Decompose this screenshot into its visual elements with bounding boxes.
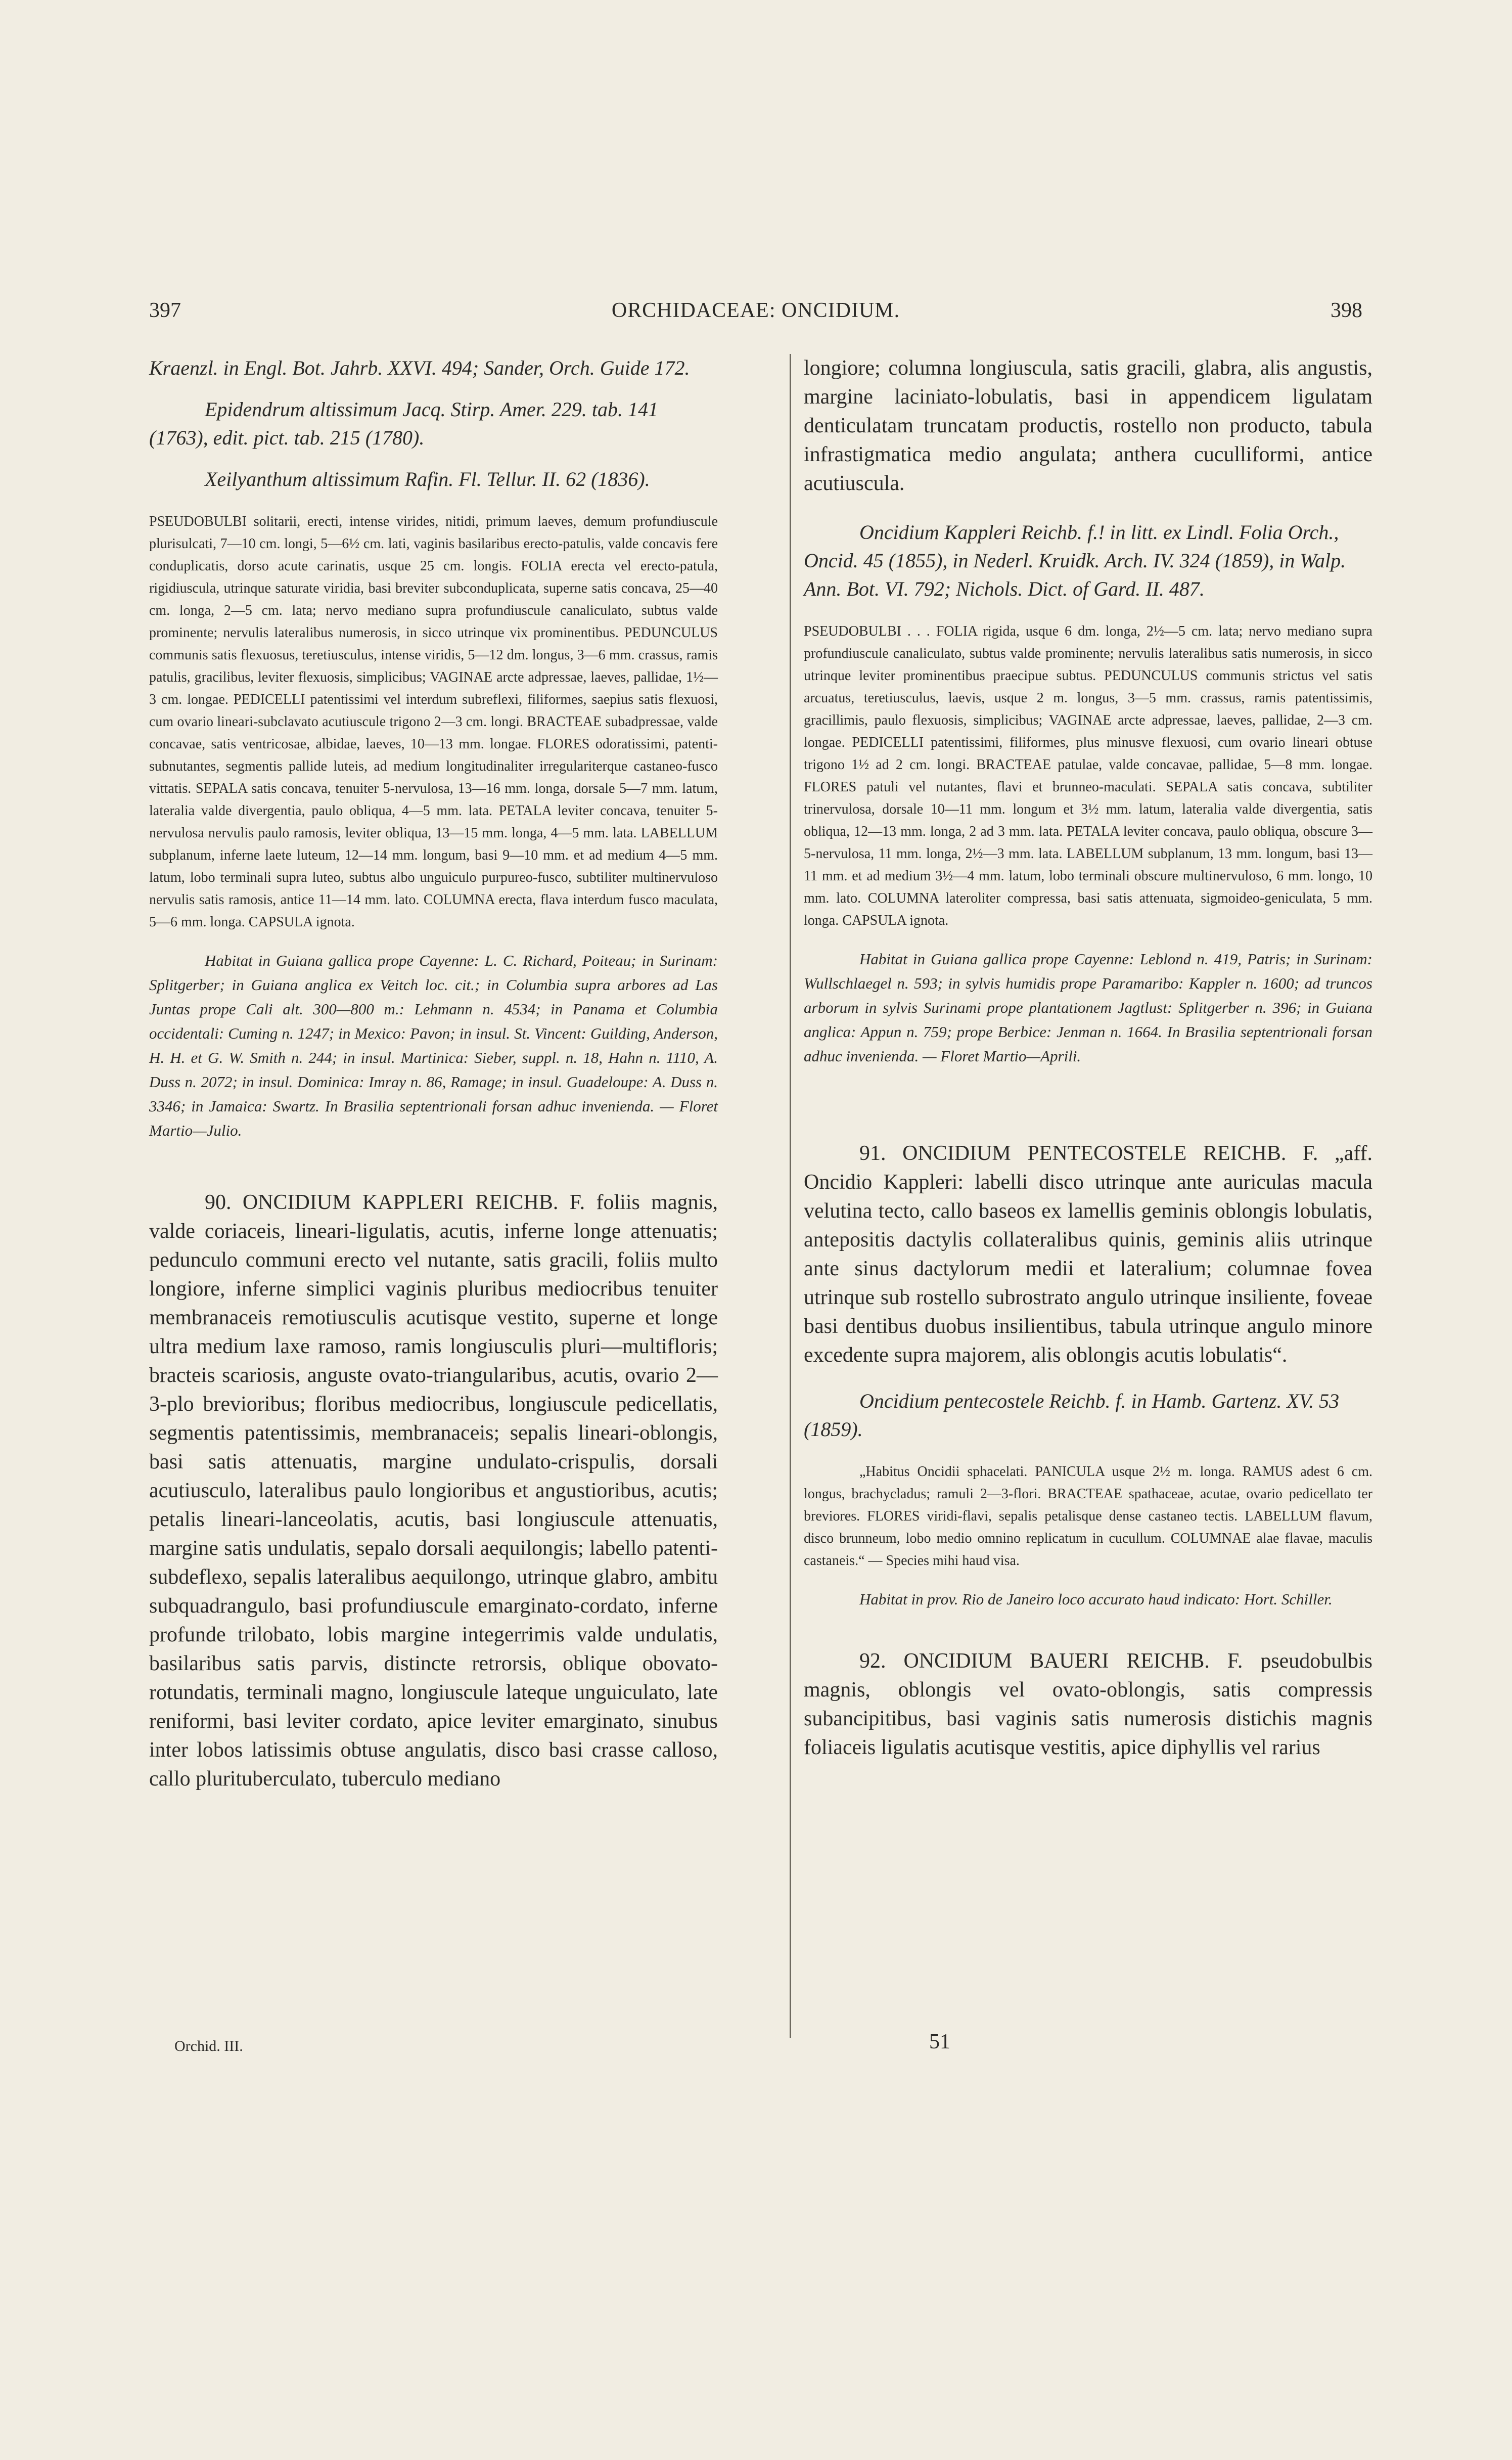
description-pentecostele: „Habitus Oncidii sphacelati. PANICULA usque 2½ m. longa. RAMUS adest 6 cm. longus, brachycladus; ramuli 2—3-flori. BRACTEAE spathaceae, acutae, ovario pedicellato ter breviores. FLORES viridi-flavi, sepalis petalisque dense castaneo tectis. LABELLUM flavum, disco brunneum, lobo medio omnino replicatum in cucullum. COLUMNAE alae flavae, maculis castaneis.“ — Species mihi haud visa. <box>804 1464 1372 1569</box>
column-divider <box>790 354 791 2038</box>
habitat-altissimum: Habitat in Guiana gallica prope Cayenne: L. C. Richard, Poiteau; in Surinam: Splitgerber; in Guiana anglica ex Veitch loc. cit.; in Columbia supra arbores ad Las Juntas prope Cali alt. 300—800 m.: Lehmann n. 4534; in Panama et Columbia occidentali: Cuming n. 1247; in Mexico: Pavon; in insul. St. Vincent: Guilding, Anderson, H. H. et G. W. Smith n. 244; in insul. Martinica: Sieber, suppl. n. 18, Hahn n. 1110, A. Duss n. 2072; in insul. Dominica: Imray n. 86, Ramage; in insul. Guadeloupe: A. Duss n. 3346; in Jamaica: Swartz. In Brasilia septentrionali forsan adhuc invenienda. — Floret Martio—Julio. <box>149 952 718 1139</box>
description-kappleri: PSEUDOBULBI . . . FOLIA rigida, usque 6 dm. longa, 2½—5 cm. lata; nervo mediano supra profundiuscule canaliculato, subtus valde prominente; nervulis lateralibus satis numerosis, in sicco utrinque leviter prominentibus praecipue subtus. PEDUNCULUS communis strictus vel satis arcuatus, teretiusculus, laevis, usque 2 m. longus, 3—5 mm. crassus, ramis patentissimis, gracillimis, paulo flexuosis, simplicibus; VAGINAE arcte adpressae, laeves, pallidae, 2—3 cm. longae. PEDICELLI patentissimi, filiformes, plus minusve flexuosi, cum ovario lineari obtuse trigono 1½ ad 2 cm. longi. BRACTEAE patulae, valde concavae, pallidae, 5—8 mm. longae. FLORES patuli vel nutantes, flavi et brunneo-maculati. SEPALA satis concava, subtiliter trinervulosa, dorsale 10—11 mm. longum et 3½ mm. latum, lateralia valde divergentia, satis obliqua, 12—13 mm. longa, 2 ad 3 mm. lata. PETALA leviter concava, paulo obliqua, obscure 3—5-nervulosa, 11 mm. longa, 2½—3 mm. lata. LABELLUM subplanum, 13 mm. longum, basi 13—11 mm. et ad medium 3½—4 mm. latum, lobo terminali obscure multinervuloso, 6 mm. longo, 10 mm. lato. COLUMNA lateroliter compressa, basi satis attenuata, sigmoideo-geniculata, 5 mm. longa. CAPSULA ignota. <box>804 623 1372 928</box>
citation-epidendrum: Epidendrum altissimum Jacq. Stirp. Amer. 229. tab. 141 (1763), edit. pict. tab. 215 (1780). <box>149 398 659 449</box>
habitat-pentecostele: Habitat in prov. Rio de Janeiro loco accurato haud indicato: Hort. Schiller. <box>859 1590 1333 1608</box>
page-number-right: 398 <box>1331 299 1362 322</box>
description-altissimum: PSEUDOBULBI solitarii, erecti, intense virides, nitidi, primum laeves, demum profundiuscule plurisulcati, 7—10 cm. longi, 5—6½ cm. lati, vaginis basilaribus erecto-patulis, valde concavis fere conduplicatis, dorso acute carinatis, usque 25 cm. longis. FOLIA erecta vel erecto-patula, rigidiuscula, utrinque saturate viridia, basi breviter subconduplicata, superne satis concava, 25—40 cm. longa, 2—5 cm. lata; nervo mediano supra profundiuscule canaliculato, subtus valde prominente; nervulis lateralibus numerosis, in sicco utrinque vix prominentibus. PEDUNCULUS communis satis flexuosus, teretiusculus, intense viridis, 5—12 dm. longus, 3—6 mm. crassus, ramis patulis, gracilibus, leviter flexuosis, simplicibus; VAGINAE arcte adpressae, laeves, pallidae, 1½—3 cm. longae. PEDICELLI patentissimi vel interdum subreflexi, filiformes, saepius satis flexuosi, cum ovario lineari-subclavato acutiuscule trigono 2—3 cm. longi. BRACTEAE subadpressae, valde concavae, satis ventricosae, albidae, laeves, 10—13 mm. longae. FLORES odoratissimi, patenti-subnutantes, segmentis pallide luteis, ad medium longitudinaliter irregulariterque castaneo-fusco vittatis. SEPALA satis concava, tenuiter 5-nervulosa, 13—16 mm. longa, dorsale 5—7 mm. latum, lateralia valde divergentia, paulo obliqua, 4—5 mm. lata. PETALA leviter concava, tenuiter 5-nervulosa nervulis paulo ramosis, leviter obliqua, 13—15 mm. longa, 4—5 mm. lata. LABELLUM subplanum, inferne laete luteum, 12—14 mm. longum, basi 9—10 mm. et ad medium 4—5 mm. latum, lobo terminali supra luteo, subtus albo unguiculo purpureo-fusco, subtiliter multinervuloso nervulis satis ramosis, antice 11—14 mm. lato. COLUMNA erecta, flava interdum fusco maculata, 5—6 mm. longa. CAPSULA ignota. <box>149 514 718 930</box>
citation-xeilyanthum: Xeilyanthum altissimum Rafin. Fl. Tellur. II. 62 (1836). <box>205 468 650 490</box>
citation-kappleri: Oncidium Kappleri Reichb. f.! in litt. ex Lindl. Folia Orch., Oncid. 45 (1855), in Nederl. Kruidk. Arch. IV. 324 (1859), in Walp. Ann. Bot. VI. 792; Nichols. Dict. of Gard. II. 487. <box>804 521 1346 600</box>
citation-kraenzl: Kraenzl. in Engl. Bot. Jahrb. XXVI. 494; Sander, Orch. Guide 172. <box>149 356 690 379</box>
species-92-baueri: 92. ONCIDIUM BAUERI REICHB. F. pseudobulbis magnis, oblongis vel ovato-oblongis, satis compressis subancipitibus, basi vaginis satis numerosis distichis magnis foliaceis ligulatis acutisque vestitis, apice diphyllis vel rarius <box>804 1649 1372 1759</box>
left-column <box>149 354 718 1794</box>
signature-mark: Orchid. III. <box>174 2038 243 2054</box>
continuation-kappleri: longiore; columna longiuscula, satis gracili, glabra, alis angustis, margine laciniato-lobulatis, basi in appendicem ligulatam denticulatam truncatam productis, rostello non producto, tabula infrastigmatica medio angulata; anthera cuculliformi, antice acutiuscula. <box>804 356 1372 495</box>
species-90-kappleri: 90. ONCIDIUM KAPPLERI REICHB. F. foliis magnis, valde coriaceis, lineari-ligulatis, acutis, inferne longe attenuatis; pedunculo communi erecto vel nutante, satis gracili, foliis multo longiore, inferne simplici vaginis pluribus mediocribus tenuiter membranaceis remotiusculis acutisque vestito, superne et longe ultra medium laxe ramoso, ramis longiusculis pluri—multifloris; bracteis scariosis, anguste ovato-triangularibus, acutis, ovario 2—3-plo brevioribus; floribus mediocribus, longiuscule pedicellatis, segmentis patentissimis, membranaceis; sepalis lineari-oblongis, basi satis attenuatis, margine undulato-crispulis, dorsali acutiusculo, lateralibus paulo longioribus et angustioribus, acutis; petalis lineari-lanceolatis, acutis, basi longiuscule attenuatis, margine satis undulatis, sepalo dorsali aequilongis; labello patenti-subdeflexo, sepalis lateralibus aequilongo, utrinque glabro, ambitu subquadrangulo, basi profundiuscule emarginato-cordato, inferne profunde trilobato, lobis margine integerrimis valde undulatis, basilaribus satis parvis, distincte retrorsis, oblique obovato-rotundatis, terminali magno, longiuscule lateque unguiculato, late reniformi, basi leviter cordato, apice leviter emarginato, sinubus inter lobos latissimis obtuse angulatis, disco basi crasse calloso, callo plurituberculato, tuberculo mediano <box>149 1191 718 1791</box>
sheet-number: 51 <box>929 2030 950 2053</box>
right-column <box>804 354 1372 1762</box>
running-header <box>149 298 1362 339</box>
habitat-kappleri: Habitat in Guiana gallica prope Cayenne: Leblond n. 419, Patris; in Surinam: Wullschlaegel n. 593; in sylvis humidis prope Paramaribo: Kappler n. 1600; ad truncos arborum in sylvis Surinami prope plantationem Jagtlust: Splitgerber n. 396; in Guiana anglica: Appun n. 759; prope Berbice: Jenman n. 1664. In Brasilia septentrionali forsan adhuc invenienda. — Floret Martio—Aprili. <box>804 950 1372 1065</box>
species-91-pentecostele: 91. ONCIDIUM PENTECOSTELE REICHB. F. „aff. Oncidio Kappleri: labelli disco utrinque ante auriculas macula velutina tecto, callo baseos ex lamellis geminis oblongis lobulatis, antepositis dactylis collateralibus quinis, geminis aliis utrinque ante sinus dactylorum medii et lateralium; columnae fovea utrinque sub rostello subrostrato angulo utrinque insiliente, foveae basi dentibus duobus insilientibus, tabula utrinque angulo minore excedente supra majorem, alis oblongis acutis lobulatis“. <box>804 1142 1372 1367</box>
page-number-left: 397 <box>149 299 181 322</box>
running-title: ORCHIDACEAE: ONCIDIUM. <box>611 299 900 322</box>
citation-pentecostele: Oncidium pentecostele Reichb. f. in Hamb. Gartenz. XV. 53 (1859). <box>804 1390 1340 1441</box>
